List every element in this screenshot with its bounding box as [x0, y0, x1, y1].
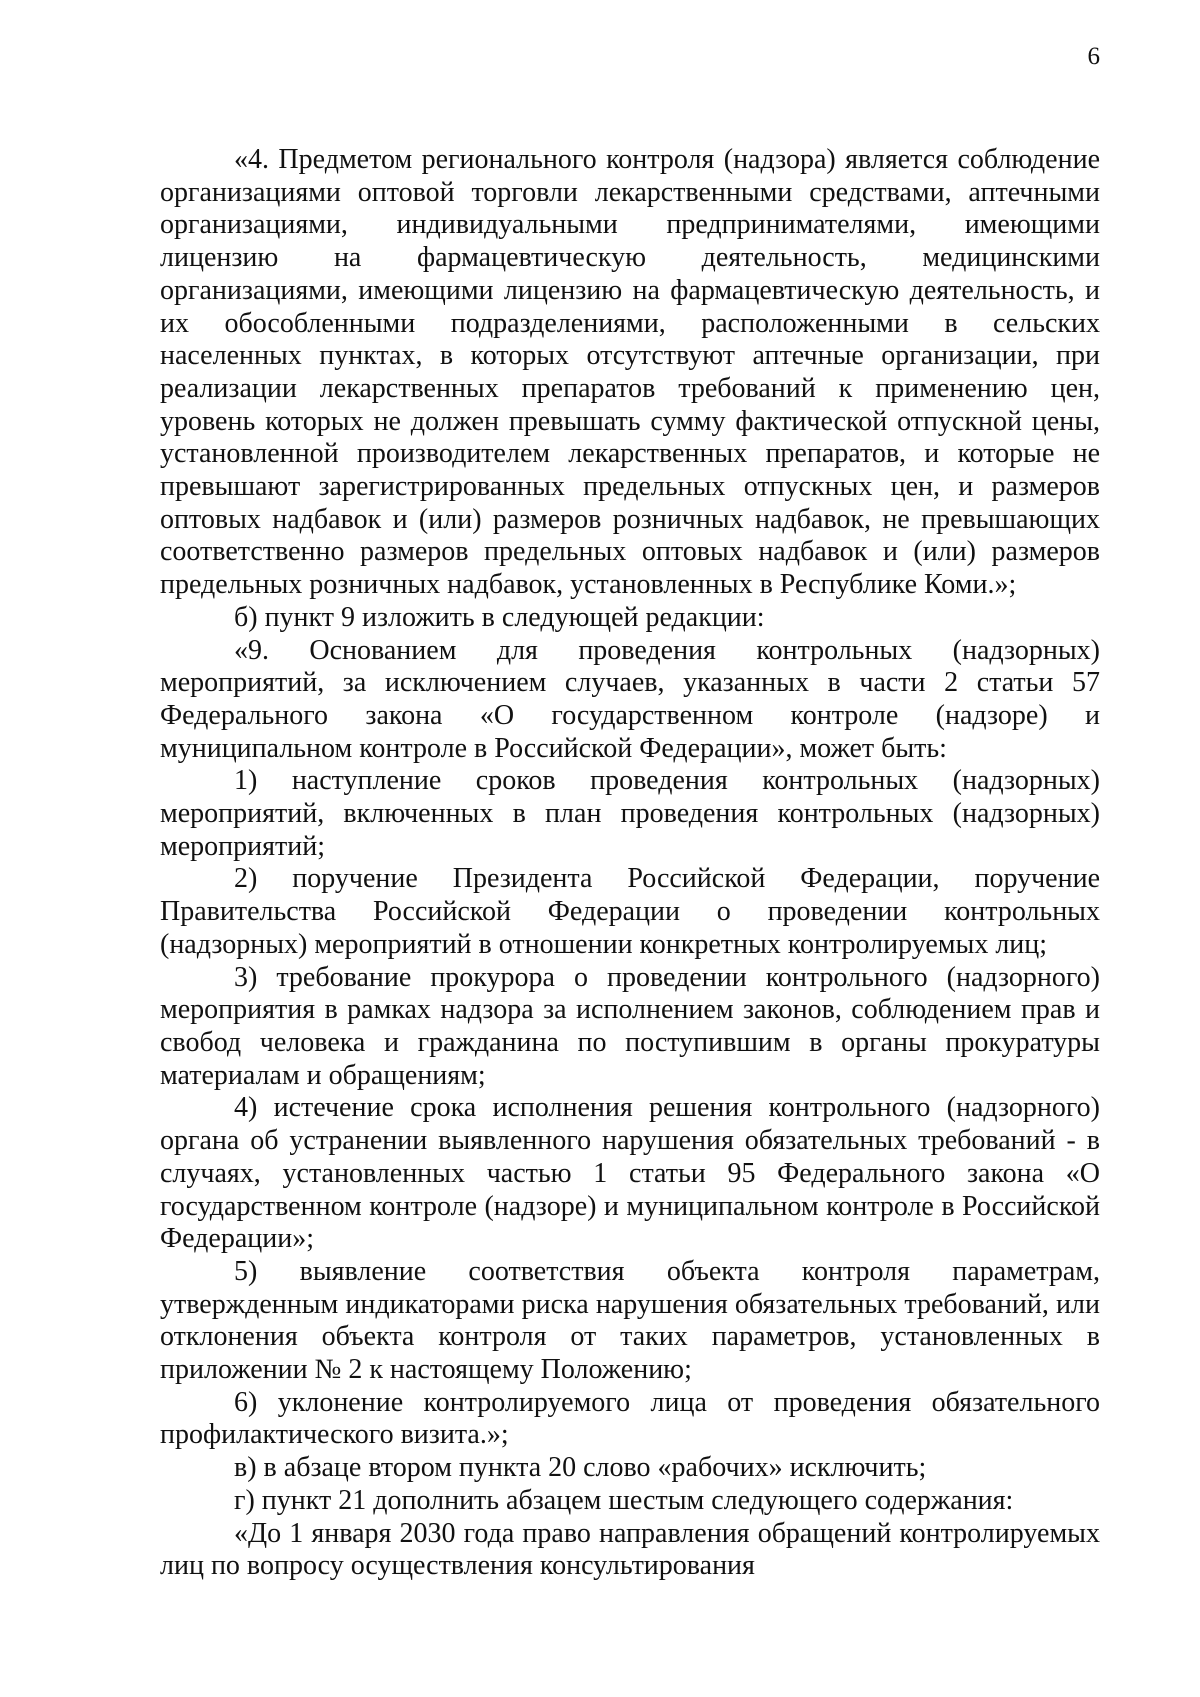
paragraph-item-9-grounds: «9. Основанием для проведения контрольных (надзорных) мероприятий, за исключением случаев, указанных в части 2 статьи 57 Федерального закона «О государственном контроле (надзоре) и муниципальном контроле в Российской Федерации», может быть:	[160, 634, 1100, 764]
paragraph-item-21-addition: «До 1 января 2030 года право направления обращений контролируемых лиц по вопросу осуществления консультирования	[160, 1517, 1100, 1582]
paragraph-ground-5: 5) выявление соответствия объекта контроля параметрам, утвержденным индикаторами риска нарушения обязательных требований, или отклонения объекта контроля от таких параметров, установленных в приложении № 2 к настоящему Положению;	[160, 1255, 1100, 1386]
paragraph-ground-1: 1) наступление сроков проведения контрольных (надзорных) мероприятий, включенных в план проведения контрольных (надзорных) мероприятий;	[160, 765, 1100, 862]
paragraph-item-4-subject: «4. Предметом регионального контроля (надзора) является соблюдение организациями оптовой торговли лекарственными средствами, аптечными организациями, индивидуальными предпринимателями, имеющими лицензию на фармацевтическую деятельность, медицинскими организациями, имеющими лицензию на фармацевтическую деятельность, и их обособленными подразделениями, расположенными в сельских населенных пунктах, в которых отсутствуют аптечные организации, при реализации лекарственных препаратов требований к применению цен, уровень которых не должен превышать сумму фактической отпускной цены, установленной производителем лекарственных препаратов, и которые не превышают зарегистрированных предельных отпускных цен, и размеров оптовых надбавок и (или) размеров розничных надбавок, не превышающих соответственно размеров предельных оптовых надбавок и (или) размеров предельных розничных надбавок, установленных в Республике Коми.»;	[160, 144, 1100, 601]
paragraph-subitem-g: г) пункт 21 дополнить абзацем шестым следующего содержания:	[234, 1484, 1014, 1516]
paragraph-subitem-b: б) пункт 9 изложить в следующей редакции:	[234, 601, 765, 633]
paragraph-subitem-v: в) в абзаце втором пункта 20 слово «рабочих» исключить;	[234, 1452, 927, 1484]
document-body	[160, 144, 1100, 1583]
paragraph-ground-4: 4) истечение срока исполнения решения контрольного (надзорного) органа об устранении выявленного нарушения обязательных требований - в случаях, установленных частью 1 статьи 95 Федерального закона «О государственном контроле (надзоре) и муниципальном контроле в Российской Федерации»;	[160, 1092, 1100, 1255]
paragraph-ground-6: 6) уклонение контролируемого лица от проведения обязательного профилактического визита.»;	[160, 1386, 1100, 1451]
page-number: 6	[1087, 43, 1100, 70]
paragraph-ground-2: 2) поручение Президента Российской Федерации, поручение Правительства Российской Федерации о проведении контрольных (надзорных) мероприятий в отношении конкретных контролируемых лиц;	[160, 863, 1100, 960]
paragraph-ground-3: 3) требование прокурора о проведении контрольного (надзорного) мероприятия в рамках надзора за исполнением законов, соблюдением прав и свобод человека и гражданина по поступившим в органы прокуратуры материалам и обращениям;	[160, 961, 1100, 1091]
